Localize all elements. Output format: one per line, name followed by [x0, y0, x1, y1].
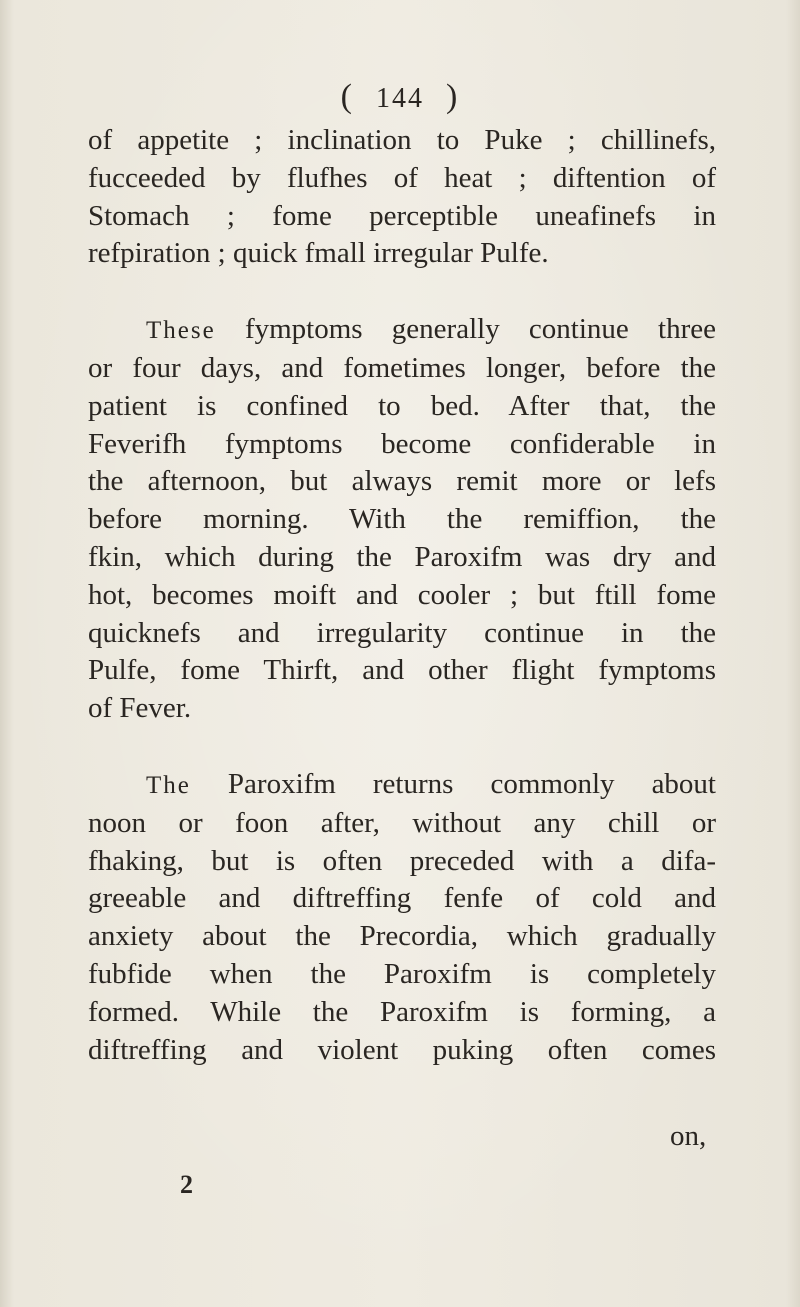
text-line: hot, becomes moift and cooler ; but ftill fome: [88, 578, 716, 611]
text-line: or four days, and fometimes longer, before the: [88, 351, 716, 384]
page-number: 144: [376, 83, 424, 114]
text-line: before morning. With the remiffion, the: [88, 503, 716, 536]
text-line: fhaking, but is often preceded with a difa-: [88, 844, 716, 877]
text-line: formed. While the Paroxifm is forming, a: [88, 995, 716, 1028]
text-line: of Fever.: [88, 692, 192, 725]
text-line: fucceeded by flufhes of heat ; diftention of: [88, 161, 716, 194]
text-line: diftreffing and violent puking often comes: [88, 1033, 716, 1066]
paragraph-opening-rest: fymptoms generally continue three: [215, 313, 716, 346]
paragraph-gap: [88, 273, 716, 311]
header-open-paren: (: [340, 78, 354, 115]
page-header: [0, 78, 800, 116]
paragraph-lead-word: The: [146, 771, 191, 799]
text-line: of appetite ; inclination to Puke ; chillinefs,: [88, 124, 716, 156]
text-line: patient is confined to bed. After that, the: [88, 389, 716, 422]
text-line: Feverifh fymptoms become confiderable in: [88, 427, 716, 460]
text-line: fubfide when the Paroxifm is completely: [88, 957, 716, 990]
header-close-paren: ): [446, 78, 460, 115]
text-line: Pulfe, fome Thirft, and other flight fymptoms: [88, 654, 716, 687]
paragraph-opening-line: [88, 766, 716, 805]
paragraph-opening-line: [88, 311, 716, 350]
text-line: greeable and diftreffing fenfe of cold and: [88, 882, 716, 915]
text-line: Stomach ; fome perceptible uneafinefs in: [88, 199, 716, 232]
text-line: refpiration ; quick fmall irregular Pulfe.: [88, 237, 549, 270]
signature-mark: 2: [180, 1170, 193, 1199]
paragraph-gap: [88, 728, 716, 766]
paragraph-lead-word: These: [146, 317, 216, 345]
text-line: noon or foon after, without any chill or: [88, 806, 716, 839]
text-line: fkin, which during the Paroxifm was dry and: [88, 540, 716, 573]
text-line: quicknefs and irregularity continue in the: [88, 616, 716, 649]
text-line: anxiety about the Precordia, which gradually: [88, 920, 716, 953]
catchword: on,: [670, 1120, 707, 1152]
paragraph-opening-rest: Paroxifm returns commonly about: [190, 767, 716, 800]
body-text: [88, 122, 716, 1069]
text-line: the afternoon, but always remit more or lefs: [88, 465, 716, 498]
